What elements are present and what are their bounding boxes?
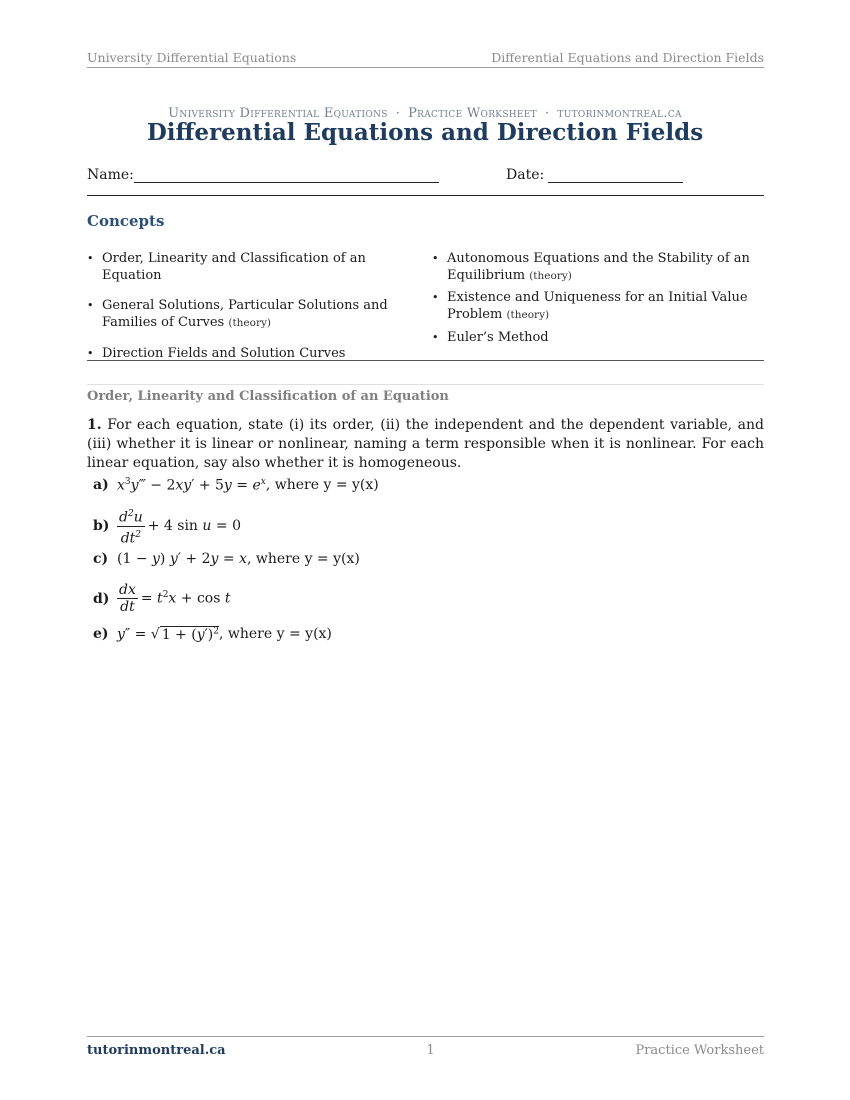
concept-item: • Order, Linearity and Classification of an Equation [87, 250, 422, 284]
part-label: c) [93, 551, 109, 567]
footer-site: tutorinmontreal.ca [87, 1043, 226, 1058]
name-field-line[interactable] [134, 182, 439, 183]
theory-note: (theory) [529, 270, 572, 282]
question-1 [87, 416, 764, 473]
part-b [93, 506, 241, 546]
part-label: d) [93, 590, 110, 607]
equation-b: $\frac{d^2u}{dt^2}$ + 4 sin u = 0 [117, 506, 241, 546]
part-label: e) [93, 626, 109, 643]
kicker-separator: · [395, 106, 401, 121]
equation-c: (1 − y) y′ + 2y = x [117, 551, 247, 567]
part-condition: , where y = y(x) [265, 477, 379, 494]
date-field-line[interactable] [548, 182, 683, 183]
part-e [93, 626, 332, 643]
name-date-row [87, 167, 764, 196]
kicker-course: University Differential Equations [168, 106, 388, 121]
part-a [93, 477, 379, 494]
running-footer [87, 1036, 764, 1058]
part-label: b) [93, 518, 110, 535]
part-condition: , where y = y(x) [246, 551, 360, 567]
kicker-separator: · [544, 106, 550, 121]
concepts-heading: Concepts [87, 212, 165, 230]
name-label: Name: [87, 167, 134, 183]
part-c [93, 551, 360, 567]
running-header-right: Differential Equations and Direction Fields [491, 50, 764, 65]
concept-item: • General Solutions, Particular Solutions and Families of Curves (theory) [87, 297, 422, 332]
fraction: $\frac{dx}{dt}$ [119, 582, 136, 615]
kicker-kind: Practice Worksheet [408, 106, 537, 121]
fraction: $\frac{d^2u}{dt^2}$ [117, 506, 145, 546]
equation-e: y″ = √ $1 + (y')^2$ [117, 626, 219, 643]
question-text: For each equation, state (i) its order, (ii) the independent and the dependent variable, and (iii) whether it is linear or nonlinear, naming a term responsible when it is nonlinear. For each linear equation, say also whether it is homogeneous. [87, 417, 765, 471]
concept-item: • Autonomous Equations and the Stability of an Equilibrium (theory) [432, 250, 762, 285]
running-header-left: University Differential Equations [87, 50, 297, 65]
kicker-site: tutorinmontreal.ca [557, 106, 682, 121]
part-d [93, 582, 231, 615]
part-label: a) [93, 477, 109, 494]
equation-d: $\frac{dx}{dt}$ = $t^2x + \cos t$ [119, 582, 231, 615]
equation-a: $x^3y‴ - 2xy' + 5y = e^x$ [117, 477, 266, 494]
divider [87, 384, 764, 385]
worksheet-title: Differential Equations and Direction Fields [146, 119, 704, 146]
theory-note: (theory) [506, 309, 550, 321]
page-number: 1 [426, 1043, 435, 1058]
concepts-column-right [432, 250, 762, 350]
divider [87, 360, 764, 361]
part-condition: , where y = y(x) [219, 626, 332, 643]
concept-item: • Direction Fields and Solution Curves [87, 345, 422, 362]
date-label: Date: [506, 167, 545, 183]
concepts-column-left [87, 250, 422, 375]
running-header [87, 50, 764, 68]
question-number: 1. [87, 417, 102, 433]
theory-note: (theory) [228, 317, 272, 329]
section-heading: Order, Linearity and Classification of an Equation [87, 389, 449, 404]
concept-item: • Existence and Uniqueness for an Initial Value Problem (theory) [432, 289, 762, 324]
concept-item: • Euler’s Method [432, 329, 762, 346]
footer-label: Practice Worksheet [635, 1043, 764, 1058]
